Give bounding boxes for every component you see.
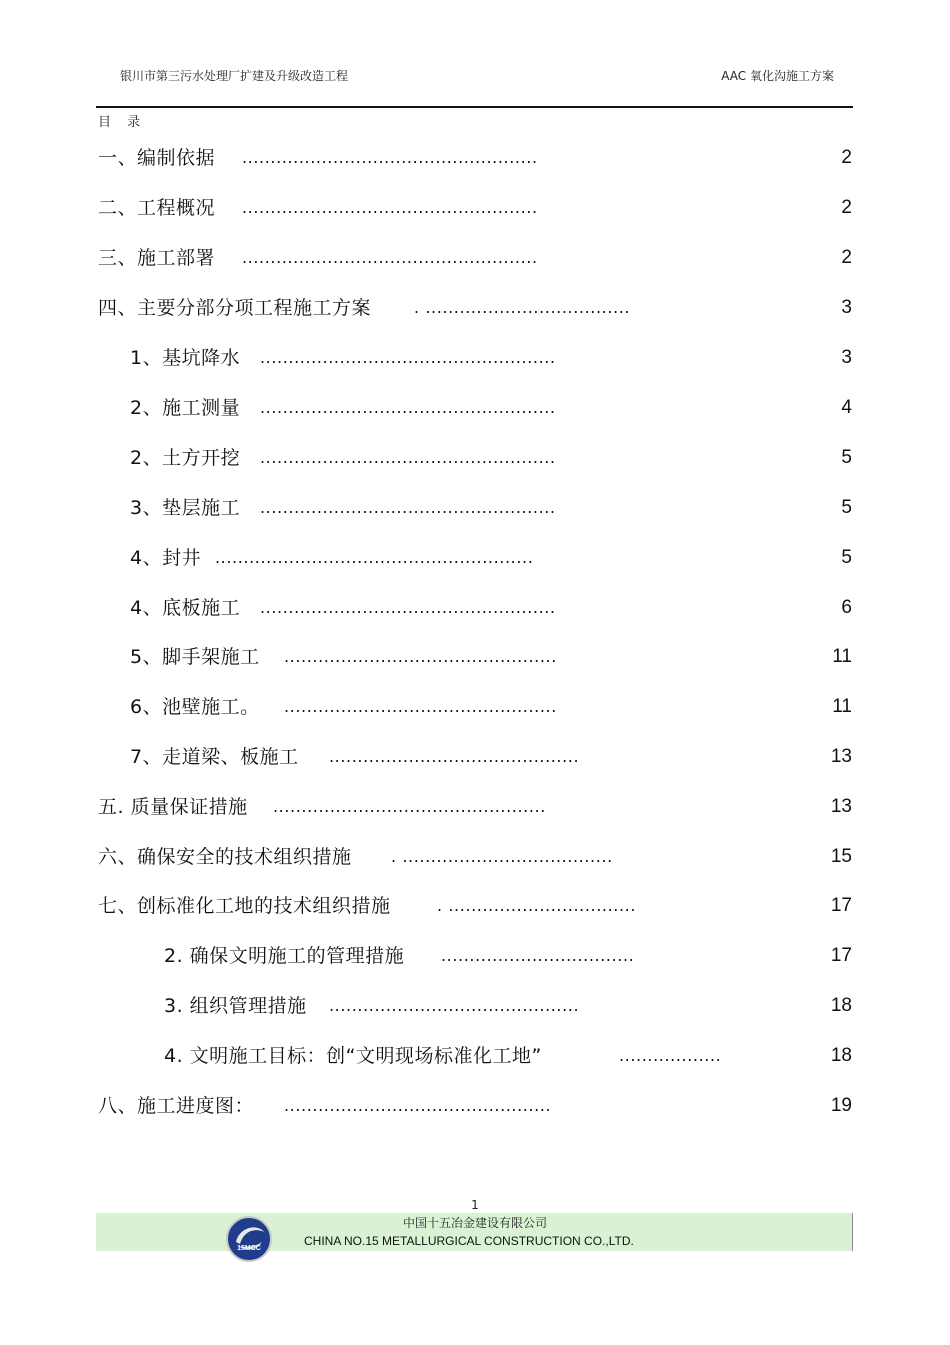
toc-entry[interactable]	[0, 742, 950, 772]
toc-entry-title: 4. 文明施工目标：创“文明现场标准化工地”	[164, 1045, 542, 1067]
toc-entry-page: 17	[830, 895, 852, 916]
toc-entry[interactable]	[0, 1041, 950, 1071]
toc-entry-leader: ....................................................	[260, 448, 556, 467]
toc-entry-title: 4、底板施工	[130, 597, 241, 619]
toc-entry-page: 3	[841, 347, 852, 368]
toc-entry-page: 13	[830, 796, 852, 817]
toc-entry-page: 5	[841, 447, 852, 468]
toc-entry-leader: ............................................	[329, 996, 580, 1015]
toc-entry-leader: . .................................	[437, 896, 637, 915]
toc-entry[interactable]	[0, 991, 950, 1021]
toc-entry[interactable]	[0, 443, 950, 473]
toc-entry-title: 6、池壁施工。	[130, 696, 260, 718]
toc-entry-leader: ....................................................	[242, 148, 538, 167]
toc-entry-leader: ....................................................	[260, 348, 556, 367]
toc-entry[interactable]	[0, 193, 950, 223]
header-divider	[96, 106, 853, 108]
footer-company-cn: 中国十五冶金建设有限公司	[402, 1216, 547, 1230]
toc-entry-page: 2	[841, 197, 852, 218]
toc-entry[interactable]	[0, 143, 950, 173]
toc-entry-leader: ................................................	[284, 647, 557, 666]
toc-entry-page: 5	[841, 547, 852, 568]
toc-entry-leader: ....................................................	[242, 248, 538, 267]
toc-entry-leader: ....................................................	[260, 398, 556, 417]
toc-entry-page: 11	[832, 646, 852, 667]
toc-entry[interactable]	[0, 842, 950, 872]
toc-entry-leader: ...............................................	[284, 1096, 552, 1115]
toc-entry-page: 2	[841, 147, 852, 168]
page-number: 1	[471, 1198, 479, 1212]
toc-entry[interactable]	[0, 343, 950, 373]
toc-entry-page: 18	[830, 995, 852, 1016]
toc-entry[interactable]	[0, 393, 950, 423]
toc-entry-title: 1、基坑降水	[130, 347, 241, 369]
toc-entry-title: 7、走道梁、板施工	[130, 746, 299, 768]
toc-entry-page: 17	[830, 945, 852, 966]
footer-company-en: CHINA NO.15 METALLURGICAL CONSTRUCTION CO.,LTD.	[304, 1234, 634, 1248]
toc-entry-title: 一、编制依据	[98, 147, 216, 169]
toc-entry[interactable]	[0, 792, 950, 822]
toc-entry-page: 19	[830, 1095, 852, 1116]
toc-entry-title: 2、土方开挖	[130, 447, 241, 469]
toc-entry[interactable]	[0, 593, 950, 623]
toc-entry[interactable]	[0, 891, 950, 921]
toc-entry[interactable]	[0, 243, 950, 273]
toc-entry-page: 13	[830, 746, 852, 767]
toc-heading: 目 录	[98, 115, 147, 130]
toc-entry-title: 4、封井	[130, 547, 202, 569]
toc-entry-title: 3. 组织管理措施	[164, 995, 307, 1017]
toc-entry-leader: ................................................	[284, 697, 557, 716]
toc-entry-title: 二、工程概况	[98, 197, 216, 219]
toc-entry[interactable]	[0, 1091, 950, 1121]
toc-entry-leader: ..................	[619, 1046, 722, 1065]
toc-entry-page: 4	[841, 397, 852, 418]
toc-entry[interactable]	[0, 543, 950, 573]
toc-entry-title: 七、创标准化工地的技术组织措施	[98, 895, 391, 917]
toc-entry-page: 11	[832, 696, 852, 717]
toc-entry-title: 2. 确保文明施工的管理措施	[164, 945, 405, 967]
toc-entry-page: 15	[830, 846, 852, 867]
toc-entry-title: 2、施工测量	[130, 397, 241, 419]
toc-entry-page: 18	[830, 1045, 852, 1066]
toc-entry-page: 3	[841, 297, 852, 318]
toc-entry-title: 三、施工部署	[98, 247, 216, 269]
toc-entry-leader: ....................................................	[260, 498, 556, 517]
toc-entry-page: 5	[841, 497, 852, 518]
toc-entry[interactable]	[0, 692, 950, 722]
toc-entry[interactable]	[0, 941, 950, 971]
logo-text: 15MCC	[237, 1245, 261, 1252]
toc-entry-leader: ....................................................	[260, 598, 556, 617]
toc-entry-title: 六、确保安全的技术组织措施	[98, 846, 352, 868]
toc-entry-title: 五. 质量保证措施	[98, 796, 248, 818]
toc-entry-title: 八、施工进度图：	[98, 1095, 255, 1117]
toc-entry-page: 2	[841, 247, 852, 268]
toc-entry-leader: ............................................	[329, 747, 580, 766]
toc-entry-page: 6	[841, 597, 852, 618]
toc-entry[interactable]	[0, 493, 950, 523]
toc-entry-leader: ....................................................	[242, 198, 538, 217]
toc-entry[interactable]	[0, 642, 950, 672]
toc-entry-leader: ..................................	[441, 946, 635, 965]
toc-entry-title: 5、脚手架施工	[130, 646, 260, 668]
toc-entry-leader: . .....................................	[391, 847, 613, 866]
toc-entry-leader: ................................................	[273, 797, 546, 816]
toc-entry[interactable]	[0, 293, 950, 323]
toc-entry-title: 3、垫层施工	[130, 497, 241, 519]
toc-entry-title: 四、主要分部分项工程施工方案	[98, 297, 372, 319]
header-project-title: 银川市第三污水处理厂扩建及升级改造工程	[120, 69, 349, 83]
header-document-title: AAC 氧化沟施工方案	[721, 69, 834, 83]
toc-entry-leader: ........................................................	[215, 548, 534, 567]
toc-entry-leader: . ....................................	[414, 298, 631, 317]
